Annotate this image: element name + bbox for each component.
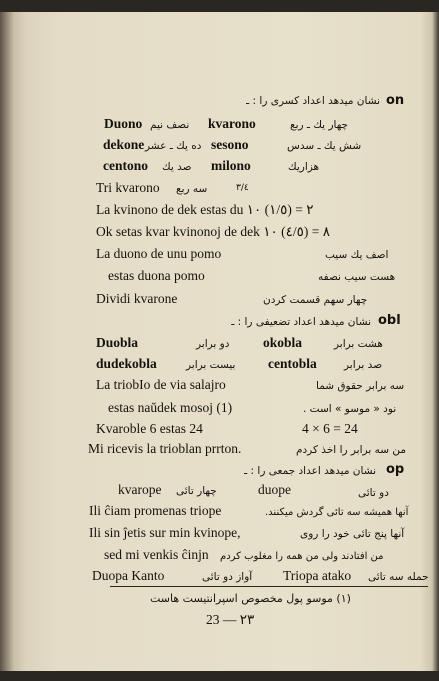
op-ex3-lat: sed mi venkis ĉinjn <box>104 547 209 562</box>
obl-row1-lat2: okobla <box>263 335 303 350</box>
obl-ex4-ar: من سه برابر را اخذ كردم <box>296 444 406 456</box>
op-row-ar1: چهار تائى <box>176 485 217 497</box>
op-ex4-ar: حمله سه تائى <box>368 571 429 583</box>
on-row2-ar2: ده يك ـ عشر <box>145 140 202 152</box>
obl-row1-ar1: دو برابر <box>196 338 230 350</box>
obl-ex3-math: 4 × 6 = 24 <box>302 421 358 436</box>
obl-ex4-lat: Mi ricevis la trioblan prrton. <box>88 441 242 456</box>
on-row1-ar2: نصف نيم <box>150 119 190 131</box>
obl-ex3-lat: Kvaroble 6 estas 24 <box>96 421 203 436</box>
op-ex1-lat: Ili ĉiam promenas triope <box>89 503 222 518</box>
op-row-lat1: kvarope <box>118 482 162 497</box>
on-tri-frac: ٣/٤ <box>236 183 249 193</box>
footnote-rule <box>110 586 428 587</box>
on-ex4-lat: estas duona pomo <box>108 268 205 283</box>
on-row2-lat2: dekone <box>103 137 145 152</box>
suffix-op-mark: op <box>386 462 405 477</box>
on-ex3-ar: اصف يك سيب <box>325 249 389 261</box>
obl-row2-ar1: بيست برابر <box>186 359 236 371</box>
on-ex2: Ok setas kvar kvinonoj de dek ٨ = (٤/٥) ١٠ <box>96 224 330 239</box>
on-row3-ar2: صد يك <box>162 161 192 173</box>
op-row-ar2: دو تائى <box>358 487 389 499</box>
on-tri-lat: Tri kvarono <box>96 180 160 195</box>
obl-ex2-lat: estas naŭdek mosoj (1) <box>108 400 233 415</box>
obl-row2-lat1: dudekobla <box>96 356 157 371</box>
obl-row2-lat2: centobla <box>268 356 317 371</box>
op-ex3-ar: من افتادند ولى من همه را مغلوب كردم <box>220 551 384 562</box>
op-heading: نشان ميدهد اعداد جمعى را : ـ <box>244 465 376 477</box>
on-row1-lat1: kvarono <box>208 116 256 131</box>
op-row-lat2: duope <box>258 482 291 497</box>
on-row2-ar1: شش يك ـ سدس <box>287 140 362 152</box>
on-row3-lat1: milono <box>211 158 251 173</box>
footnote-text: (١) موسو پول مخصوص اسپرانتيست هاست <box>150 592 351 605</box>
op-ex4-lat1: Triopa atako <box>283 568 352 583</box>
on-row1-ar1: چهار يك ـ ربع <box>290 119 349 131</box>
op-ex4-ar2: آواز دو تائى <box>202 571 253 583</box>
on-ex4-ar: هست سيب نصفه <box>318 271 396 283</box>
on-ex5-lat: Dividi kvarone <box>96 291 178 306</box>
on-ex1: La kvinono de dek estas du ٢ = (١/٥) ١٠ <box>96 202 314 217</box>
on-row1-lat2: Duono <box>104 116 143 131</box>
obl-ex2-ar: نود « موسو » است . <box>303 403 397 415</box>
obl-ex1-ar: سه برابر حقوق شما <box>316 380 405 392</box>
obl-heading: نشان ميدهد اعداد تضعيفى را : ـ <box>231 316 371 328</box>
on-tri-ar: سه ربع <box>176 183 208 195</box>
op-ex1-ar: آنها همیشه سه تائى گردش ميكنند. <box>265 507 409 518</box>
on-ex3-lat: La duono de unu pomo <box>96 246 222 261</box>
on-row3-ar1: هزاريك <box>288 161 320 173</box>
on-row3-lat2: centono <box>103 158 148 173</box>
obl-row1-ar2: هشت برابر <box>334 338 383 350</box>
page-number: 23 — ٢٣ <box>206 612 255 627</box>
on-ex5-ar: چهار سهم قسمت كردن <box>263 294 368 306</box>
on-heading: نشان ميدهد اعداد كسرى را : ـ <box>246 95 380 107</box>
suffix-on-mark: on <box>386 93 405 108</box>
obl-ex1-lat: La triobIo de via salajro <box>96 377 226 392</box>
op-ex4-lat2: Duopa Kanto <box>92 568 165 583</box>
op-ex2-ar: آنها پنج تائى خود را روى <box>300 528 405 540</box>
suffix-obl-mark: obl <box>378 313 401 328</box>
obl-row2-ar2: صد برابر <box>344 359 383 371</box>
on-row2-lat1: sesono <box>211 137 249 152</box>
op-ex2-lat: Ili sin ĵetis sur min kvinope, <box>89 525 241 540</box>
obl-row1-lat1: Duobla <box>96 335 139 350</box>
